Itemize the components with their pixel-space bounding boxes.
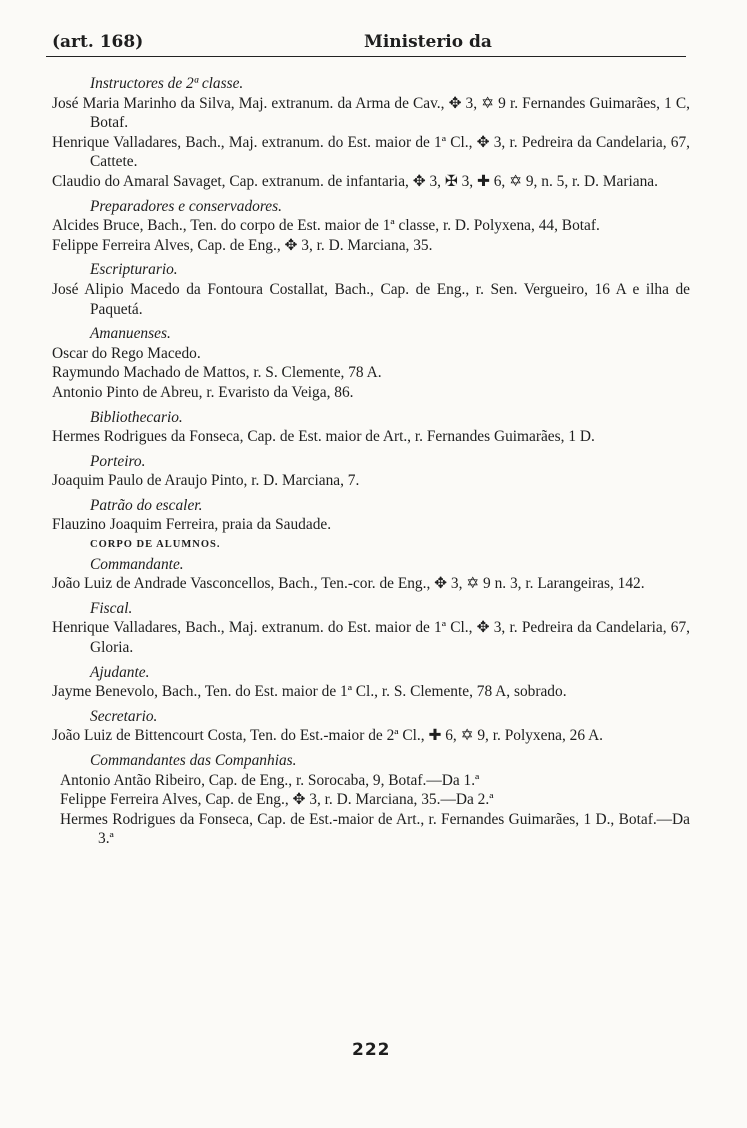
entry: José Maria Marinho da Silva, Maj. extranum. da Arma de Cav., ✥ 3, ✡ 9 r. Fernandes Guimarães, 1 C, Botaf. — [52, 94, 690, 132]
entry: João Luiz de Andrade Vasconcellos, Bach., Ten.-cor. de Eng., ✥ 3, ✡ 9 n. 3, r. Larangeiras, 142. — [52, 575, 645, 593]
entry: Antonio Antão Ribeiro, Cap. de Eng., r. Sorocaba, 9, Botaf.—Da 1.ª — [60, 771, 480, 789]
running-head-article: (art. 168) — [52, 32, 144, 52]
section — [52, 555, 690, 594]
section — [52, 74, 690, 192]
section-heading: Patrão do escaler. — [90, 496, 203, 514]
entry: Claudio do Amaral Savaget, Cap. extranum. de infantaria, ✥ 3, ✠ 3, ✚ 6, ✡ 9, n. 5, r. D. Mariana. — [52, 172, 658, 190]
section — [52, 599, 690, 658]
section — [52, 324, 690, 402]
entry: Antonio Pinto de Abreu, r. Evaristo da Veiga, 86. — [52, 383, 354, 401]
section-heading: Instructores de 2ª classe. — [90, 75, 244, 92]
header-rule — [46, 56, 686, 57]
running-header — [52, 32, 682, 56]
section-heading: Porteiro. — [90, 452, 146, 470]
entry: José Alipio Macedo da Fontoura Costallat, Bach., Cap. de Eng., r. Sen. Vergueiro, 16 A e ilha de Paquetá. — [52, 280, 690, 318]
section — [52, 707, 690, 746]
section-heading: Preparadores e conservadores. — [90, 197, 282, 215]
section-heading: Amanuenses. — [90, 325, 171, 343]
entry: Joaquim Paulo de Araujo Pinto, r. D. Marciana, 7. — [52, 472, 360, 490]
entry: Hermes Rodrigues da Fonseca, Cap. de Est. maior de Art., r. Fernandes Guimarães, 1 D. — [52, 428, 595, 446]
entry: Oscar do Rego Macedo. — [52, 344, 201, 362]
section — [52, 260, 690, 319]
entry: Raymundo Machado de Mattos, r. S. Clemente, 78 A. — [52, 364, 382, 382]
section-heading: Ajudante. — [90, 663, 150, 681]
section — [52, 496, 690, 535]
section-heading: Fiscal. — [90, 599, 133, 617]
section — [52, 452, 690, 491]
section — [52, 663, 690, 702]
entry: Flauzino Joaquim Ferreira, praia da Saudade. — [52, 516, 332, 534]
entry: Hermes Rodrigues da Fonseca, Cap. de Est.-maior de Art., r. Fernandes Guimarães, 1 D., Botaf.—Da 3.ª — [60, 810, 690, 848]
corps-section — [52, 535, 690, 849]
corps-title: CORPO DE ALUMNOS. — [90, 539, 221, 551]
entry: Felippe Ferreira Alves, Cap. de Eng., ✥ 3, r. D. Marciana, 35. — [52, 236, 433, 254]
page-body — [52, 74, 690, 849]
running-head-title: Ministerio da — [364, 32, 492, 52]
entry: Felippe Ferreira Alves, Cap. de Eng., ✥ 3, r. D. Marciana, 35.—Da 2.ª — [60, 791, 494, 809]
section — [52, 408, 690, 447]
section-heading: Bibliothecario. — [90, 408, 183, 426]
entry: João Luiz de Bittencourt Costa, Ten. do Est.-maior de 2ª Cl., ✚ 6, ✡ 9, r. Polyxena, 26 A. — [52, 727, 604, 745]
section — [52, 197, 690, 256]
entry: Henrique Valladares, Bach., Maj. extranum. do Est. maior de 1ª Cl., ✥ 3, r. Pedreira da Candelaria, 67, Cattete. — [52, 133, 690, 171]
section — [52, 751, 690, 849]
section-heading: Escripturario. — [90, 261, 178, 279]
section-heading: Commandantes das Companhias. — [90, 752, 297, 769]
section-heading: Commandante. — [90, 555, 184, 573]
entry: Henrique Valladares, Bach., Maj. extranum. do Est. maior de 1ª Cl., ✥ 3, r. Pedreira da Candelaria, 67, Gloria. — [52, 619, 690, 657]
page-number: 222 — [352, 1040, 391, 1060]
entry: Alcides Bruce, Bach., Ten. do corpo de Est. maior de 1ª classe, r. D. Polyxena, 44, Botaf. — [52, 217, 600, 235]
section-heading: Secretario. — [90, 707, 158, 725]
entry: Jayme Benevolo, Bach., Ten. do Est. maior de 1ª Cl., r. S. Clemente, 78 A, sobrado. — [52, 683, 567, 701]
